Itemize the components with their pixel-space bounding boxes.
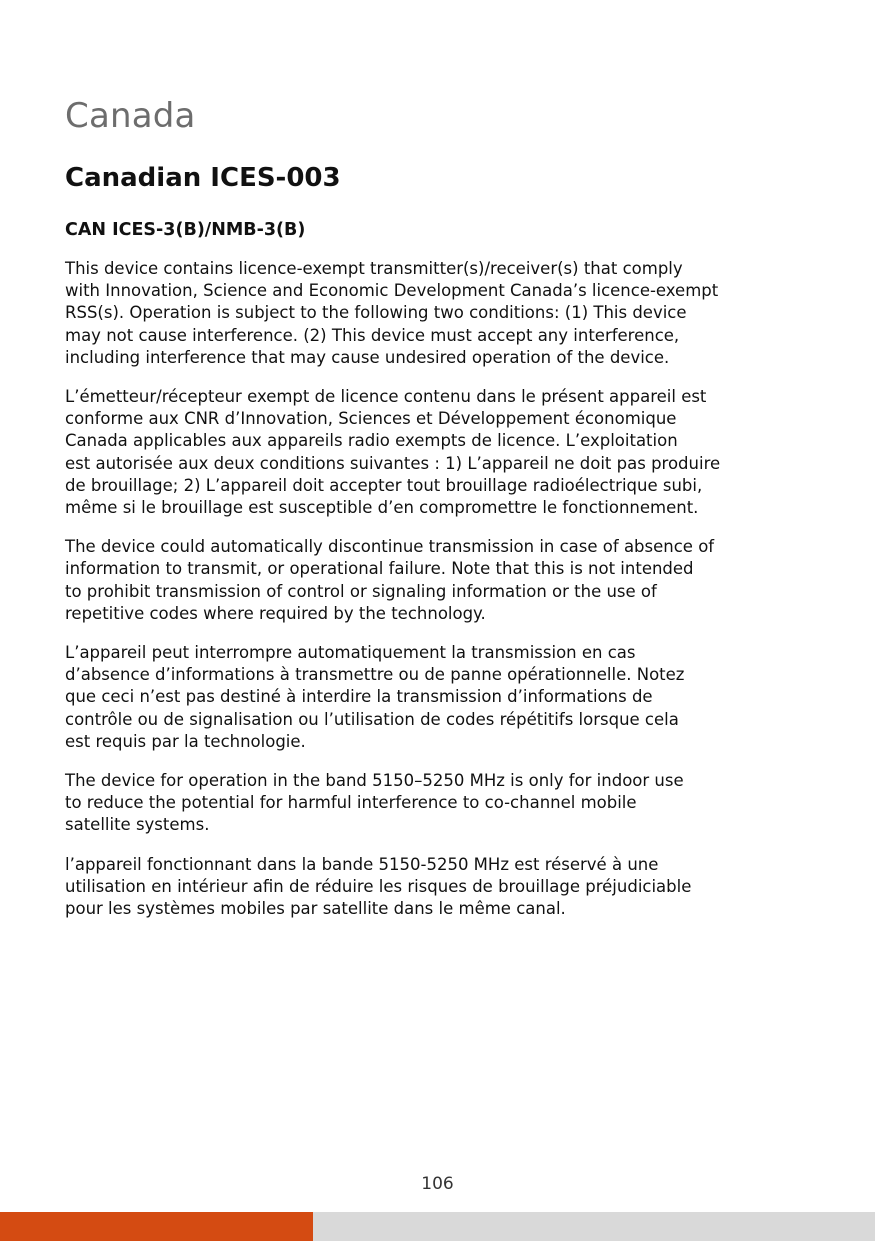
paragraph-english-band [65, 770, 825, 837]
text-line: to reduce the potential for harmful interference to co-channel mobile [65, 793, 637, 813]
text-line: including interference that may cause undesired operation of the device. [65, 347, 670, 367]
section-heading: Canadian ICES-003 [65, 163, 341, 193]
footer-accent-bar [0, 1212, 313, 1241]
text-line: may not cause interference. (2) This device must accept any interference, [65, 325, 680, 345]
paragraph-french-transmission [65, 642, 825, 753]
text-line: L’appareil peut interrompre automatiquement la transmission en cas [65, 643, 636, 663]
page-title: Canada [65, 96, 196, 136]
body-text [65, 258, 825, 937]
text-line: que ceci n’est pas destiné à interdire la transmission d’informations de [65, 687, 653, 707]
text-line: de brouillage; 2) L’appareil doit accepter tout brouillage radioélectrique subi, [65, 475, 703, 495]
text-line: The device for operation in the band 5150–5250 MHz is only for indoor use [65, 771, 684, 791]
text-line: conforme aux CNR d’Innovation, Sciences et Développement économique [65, 409, 677, 429]
paragraph-french-compliance [65, 386, 825, 519]
footer-bar [0, 1212, 875, 1241]
text-line: contrôle ou de signalisation ou l’utilisation de codes répétitifs lorsque cela [65, 709, 679, 729]
text-line: L’émetteur/récepteur exempt de licence contenu dans le présent appareil est [65, 387, 707, 407]
text-line: with Innovation, Science and Economic Development Canada’s licence-exempt [65, 281, 719, 301]
text-line: RSS(s). Operation is subject to the following two conditions: (1) This device [65, 303, 687, 323]
text-line: Canada applicables aux appareils radio exempts de licence. L’exploitation [65, 431, 678, 451]
text-line: même si le brouillage est susceptible d’en compromettre le fonctionnement. [65, 498, 699, 518]
paragraph-english-transmission [65, 536, 825, 625]
text-line: d’absence d’informations à transmettre ou de panne opérationnelle. Notez [65, 665, 685, 685]
text-line: The device could automatically discontinue transmission in case of absence of [65, 537, 715, 557]
text-line: est autorisée aux deux conditions suivantes : 1) L’appareil ne doit pas produire [65, 453, 721, 473]
subsection-heading: CAN ICES-3(B)/NMB-3(B) [65, 220, 306, 240]
page-number: 106 [421, 1174, 454, 1194]
text-line: satellite systems. [65, 815, 210, 835]
text-line: l’appareil fonctionnant dans la bande 5150-5250 MHz est réservé à une [65, 854, 659, 874]
paragraph-english-compliance [65, 258, 825, 369]
text-line: est requis par la technologie. [65, 731, 306, 751]
text-line: to prohibit transmission of control or signaling information or the use of [65, 581, 657, 601]
text-line: pour les systèmes mobiles par satellite dans le même canal. [65, 899, 566, 919]
paragraph-french-band [65, 854, 825, 921]
text-line: utilisation en intérieur afin de réduire les risques de brouillage préjudiciable [65, 876, 692, 896]
text-line: information to transmit, or operational failure. Note that this is not intended [65, 559, 694, 579]
text-line: This device contains licence-exempt transmitter(s)/receiver(s) that comply [65, 259, 683, 278]
text-line: repetitive codes where required by the technology. [65, 603, 486, 623]
